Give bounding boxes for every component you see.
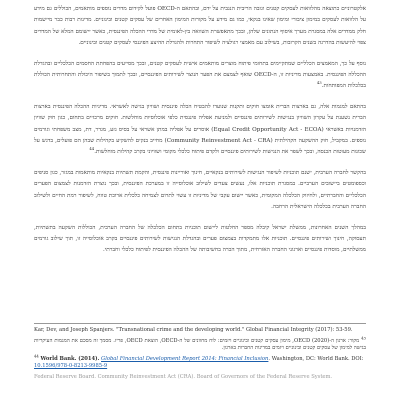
text-line: Credit Opportunity Act - ECOA) אוסרים על אפליה במתן אשראי על בסיס גזע, מגדר, דת, מצב משפחתי xyxy=(51,126,322,133)
text-line: בשילוב עם מאמצי רגולציה לשיפור התחרות ולהגדלת ההיצע הפיננסי לעסקים קטנים ובינוניים. xyxy=(78,40,280,47)
footnote-ref[interactable]: 43 xyxy=(316,80,322,86)
footnote-text: Federal Reserve Board. Community Reinvestment Act (CRA). Board of Governors of the Federal Reserve System. xyxy=(34,374,333,380)
footnote-ref[interactable]: 44 xyxy=(89,146,95,152)
text-line: אלו, נעשים צעדים לשילוב אוכלוסייה זו במערכת הפיננסית, ובכך נוצרת הזדמנות לצמצום הפערים הכלכליים xyxy=(34,181,366,199)
text-line: הנגישות לשירותים פיננסיים בקרב אוכלוסייה זו, תוך שילוב גורמים ממשלתיים, מוסדות פיננסיים וארגוני xyxy=(34,235,366,254)
paragraph-oecd-indicators xyxy=(34,4,366,50)
text-line: להשקיע בקהילות שבהן הם פועלים, בדגש על שכונות מעוטות הכנסה, ובכך לשפר את הנגישות לשירותים פיננסיים xyxy=(34,138,366,156)
text-line: והקמת תשתיות בנקאיות מותאמות במגזר, כגון סניפים וכספומטים ביישובים הערביים. במסגרת תוכניות xyxy=(34,169,367,188)
text-line: מותאמים, הכוללים גם מידע על הלוואות לעסקים במימון ציבורי ומימון שאינו בנקאי, כמו גם מידע על מקורות המימון האחרים xyxy=(34,6,366,24)
footnote-43 xyxy=(34,335,366,352)
footnote-report-link[interactable]: Global Financial Development Report 2014: Financial Inclusion xyxy=(101,356,269,362)
footnotes-section xyxy=(34,323,366,385)
text-line: הכוללות השקעה בתשתיות, תעסוקה, חינוך ושירותים פיננסיים. תוכניות אלו מתמקדות בצמצום פערים ובהגדלת xyxy=(34,224,367,242)
text-line: וגורמים נוספים. במקביל, חוק ההשקעה הקהילתית (Community Reinvestment Act - CRA) מחייב בנקים xyxy=(34,126,366,145)
footnote-number: 44 xyxy=(34,353,39,359)
text-line: בהקשר לחברה הערבית, ישנם תוכניות לשיפור הנגישות לשירותים בנקאיים, חינוך ואוריינות פיננסית, xyxy=(151,169,366,176)
text-line: לאשראי. מדיניות ההכלה הפיננסית בארצות הברית נשענת על עקרון השוויון בנגישות לשירותים פיננסיים ולמניעת xyxy=(34,103,366,122)
paragraph-government-decisions xyxy=(34,223,366,257)
text-line: מסייעים בהפחתת החסמים הכלכליים ובהגדלת ההכללה הפיננסית. באמצעות מדיניות זו, ה-OECD שואף xyxy=(34,60,367,79)
text-line: ולקדם פיתוח כלכלי מקומי ושוויוני בקרב קהילות מוחלשות. xyxy=(94,149,220,156)
footnote-publisher: . Washington, DC: World Bank. DOI: xyxy=(268,356,364,362)
footnote-44 xyxy=(34,353,366,370)
text-line: אלקטרוניים כתוצאה מהלוואות לעסקים קטנים וגובה הריבית הנגבית על ידם, ובהתאם ה-OECD פועל לקידום מדדים נוספים xyxy=(96,6,367,12)
text-line: והחברתיים, ולחיזוק הכלכלה המקומית, כאשר יישום עקבי של מדיניות זו עשוי לתרום לצמיחה כלכלית xyxy=(124,192,344,199)
footnote-kar-spanjers xyxy=(34,327,366,334)
text-line: השוואה בין-לאומית של מדדי ההכלה הפיננסית, כאשר יישומם המלא של המדדים צפוי להיעשות בהדרגה בשנים הקרובות, xyxy=(34,28,366,47)
text-line: החברה האזרחית, מתוך הכרה בחשיבותה של ההכלה הפיננסית לפיתוח כלכלי וחברתי. xyxy=(102,247,287,254)
text-line: לצמצם את הפער הנוצר לשירותים הפיננסיים, ובכך לתמוך בשיפור היכולת והתחרותית הכוללת בכלכלות xyxy=(34,72,366,90)
text-line: ארוכת טווח, לשיפור רמת החיים ולשילוב החברה הערבית בכלכלה הישראלית הרחבה. xyxy=(34,192,366,211)
text-line: אפליה פיננסית כלפי אוכלוסיות מוחלשות. חוקים מרכזיים בתחום, כגון חוק שוויון הזדמנויות באשראי (Equal xyxy=(34,115,367,133)
footnote-author: World Bank. (2014). xyxy=(40,356,100,362)
footnote-faded xyxy=(34,374,366,381)
paragraph-arab-society xyxy=(34,168,366,214)
footnote-text: Kar, Dev, and Joseph Spanjers. "Transnational crime and the developing world." Global Financial Integrity (2017): 53-59. xyxy=(34,327,353,333)
footnote-text: מקור: ארגון ה-OECD (2020), מימון עסקים קטנים ובינוניים ויזמים: לוח מחוונים של ה-OECD, הוצאת OECD, פריז. מסמך זה מסכם את המגמות העיקריות בגישה למימון של עסקים קטנים ובינוניים ויזמים במדינות החברות בארגון. xyxy=(34,338,366,351)
footnote-doi-link[interactable]: 10.1596/978-0-8213-9985-9 xyxy=(34,363,108,369)
paragraph-oecd-policy xyxy=(34,59,366,93)
text-line: בהתאם למגמות אלה, גם בארצות הברית אומצו חוקים ותקנות שנועדו להבטיח הכלה פיננסית ושוויון בגישה xyxy=(131,103,366,110)
footnote-number: 43 xyxy=(361,335,366,341)
text-line: המפותחות. xyxy=(321,83,346,90)
text-line: נוסף על כך, המאמצים הכלליים שמתקיימים בתחומי פיתוח מוצרים מותאמים אישית לעסקים קטנים, ובכך xyxy=(136,60,366,67)
text-line: של עסקים קטנים ובינוניים. מדינות רבות כבר מיישמות חלק ממדדים אלה במסגרת מערך איסוף הנתונים שלהן, ובכך מתאפשרת xyxy=(34,17,366,35)
text-line: במהלך השנים האחרונות, ממשלת ישראל קיבלה מספר החלטות ליישום תוכניות בתחום הכלכלה של החברה הערבית, xyxy=(98,224,367,231)
paragraph-us-policy xyxy=(34,102,366,159)
